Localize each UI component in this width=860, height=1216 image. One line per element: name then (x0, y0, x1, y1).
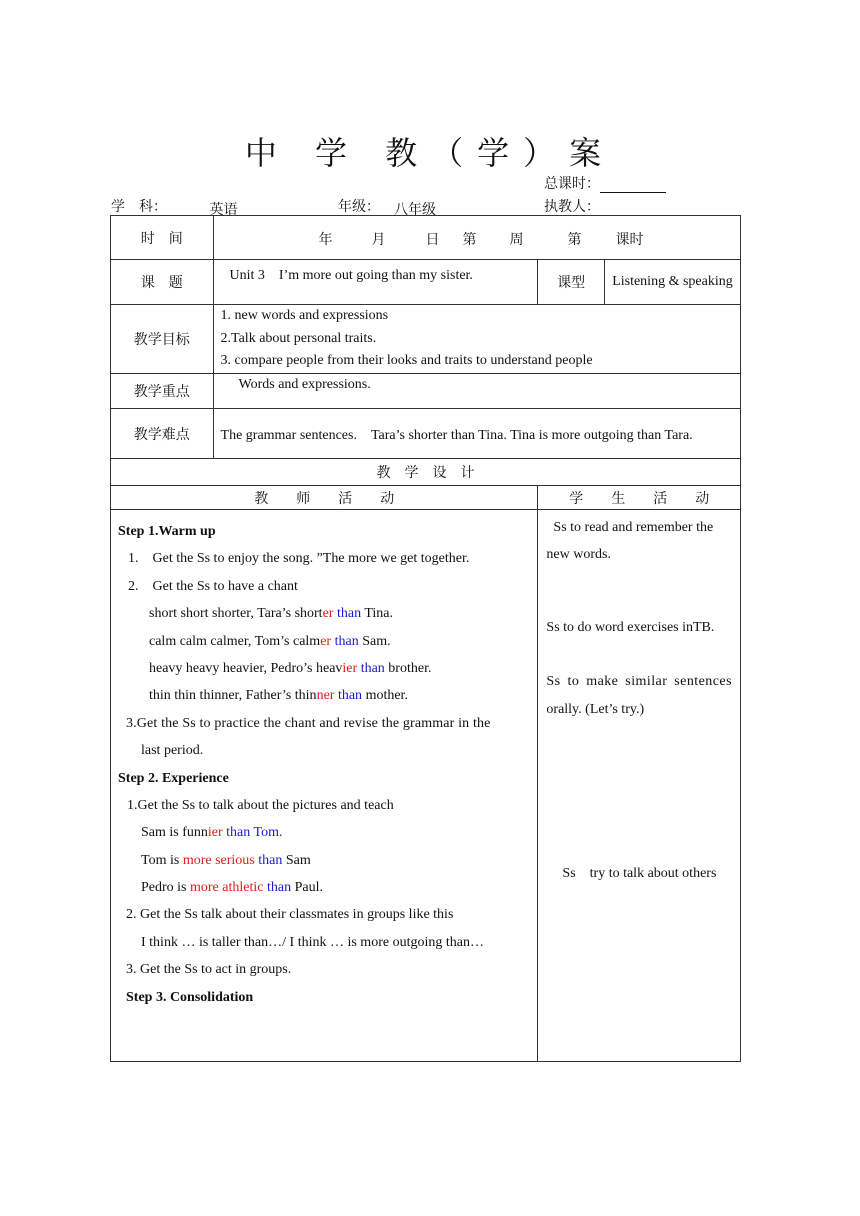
step-heading: Step 2. Experience (118, 770, 229, 786)
subject-value: 英语 (177, 199, 305, 216)
goals-label: 教学目标 (111, 305, 214, 374)
step-item: 3. Get the Ss to act in groups. (126, 962, 292, 978)
goals-list (213, 305, 740, 374)
time-label: 时 间 (111, 216, 214, 260)
teacher-field (544, 196, 695, 216)
step-heading: Step 1.Warm up (118, 524, 216, 539)
example-line: I think … is taller than…/ I think … is more outgoing than… (141, 934, 484, 950)
total-hours-field (544, 173, 666, 193)
type-label: 课型 (538, 260, 605, 305)
difficulties-row (111, 409, 741, 459)
example-line: Pedro is more athletic than Paul. (141, 880, 323, 896)
student-activity-item: Ss to do word exercises inTB. (546, 619, 715, 635)
difficulties-value: The grammar sentences. Tara’s shorter than Tina. Tina is more outgoing than Tara. (213, 409, 740, 459)
student-activity-item: Ss try to talk about others (562, 865, 717, 881)
step-item: 1. Get the Ss to enjoy the song. ”The more we get together. (128, 551, 470, 567)
teacher-activities (111, 510, 538, 1062)
chant-line: heavy heavy heavier, Pedro’s heavier than brother. (149, 660, 432, 676)
teacher-blank (600, 199, 695, 216)
design-heading: 教 学 设 计 (111, 459, 741, 486)
step-item: 3.Get the Ss to practice the chant and revise the grammar in the (126, 715, 491, 731)
example-line: Sam is funnier than Tom. (141, 825, 283, 841)
step-item: 2. Get the Ss to have a chant (128, 578, 298, 594)
lesson-plan-table (110, 215, 741, 1062)
goals-row (111, 305, 741, 374)
step-item: 2. Get the Ss talk about their classmates in groups like this (126, 907, 454, 923)
time-row (111, 216, 741, 260)
activity-header-row (111, 486, 741, 510)
example-line: Tom is more serious than Sam (141, 852, 311, 868)
subject-field (111, 196, 305, 216)
key-points-row (111, 374, 741, 409)
key-points-label: 教学重点 (111, 374, 214, 409)
student-activity-item: Ss to make similar sentences (546, 674, 732, 690)
goal-item: 1. new words and expressions (220, 308, 389, 324)
teacher-activity-heading: 教 师 活 动 (111, 486, 538, 510)
goal-item: 3. compare people from their looks and traits to understand people (220, 353, 593, 369)
step-item: 1.Get the Ss to talk about the pictures and teach (127, 797, 394, 813)
student-activity-heading: 学 生 活 动 (538, 486, 741, 510)
document-title: 中 学 教（学）案 (244, 134, 616, 172)
total-hours-blank (600, 176, 666, 193)
student-activity-item: orally. (Let’s try.) (546, 701, 645, 717)
step-item-continued: last period. (141, 743, 204, 759)
grade-field (338, 196, 502, 216)
student-activities (538, 510, 741, 1062)
difficulties-label: 教学难点 (111, 409, 214, 459)
topic-value: Unit 3 I’m more out going than my sister. (213, 260, 538, 305)
chant-line: calm calm calmer, Tom’s calmer than Sam. (149, 633, 391, 649)
grade-label: 年级： (338, 199, 380, 215)
student-activity-item: new words. (546, 547, 611, 563)
time-value: 年 月 日 第 周 第 课时 (213, 216, 740, 260)
design-row (111, 459, 741, 486)
step-heading: Step 3. Consolidation (126, 989, 254, 1005)
activity-content-row (111, 510, 741, 1062)
grade-value: 八年级 (380, 199, 502, 216)
goal-item: 2.Talk about personal traits. (220, 330, 377, 346)
topic-label: 课 题 (111, 260, 214, 305)
topic-row (111, 260, 741, 305)
student-activity-item: Ss to read and remember the (553, 520, 714, 535)
type-value: Listening & speaking (604, 260, 740, 305)
chant-line: thin thin thinner, Father’s thinner than mother. (149, 688, 408, 704)
teacher-label: 执教人： (544, 199, 600, 215)
total-hours-label: 总课时： (544, 176, 600, 192)
subject-label: 学 科： (111, 199, 167, 215)
key-points-value: Words and expressions. (213, 374, 740, 409)
chant-line: short short shorter, Tara’s shorter than Tina. (149, 606, 393, 622)
